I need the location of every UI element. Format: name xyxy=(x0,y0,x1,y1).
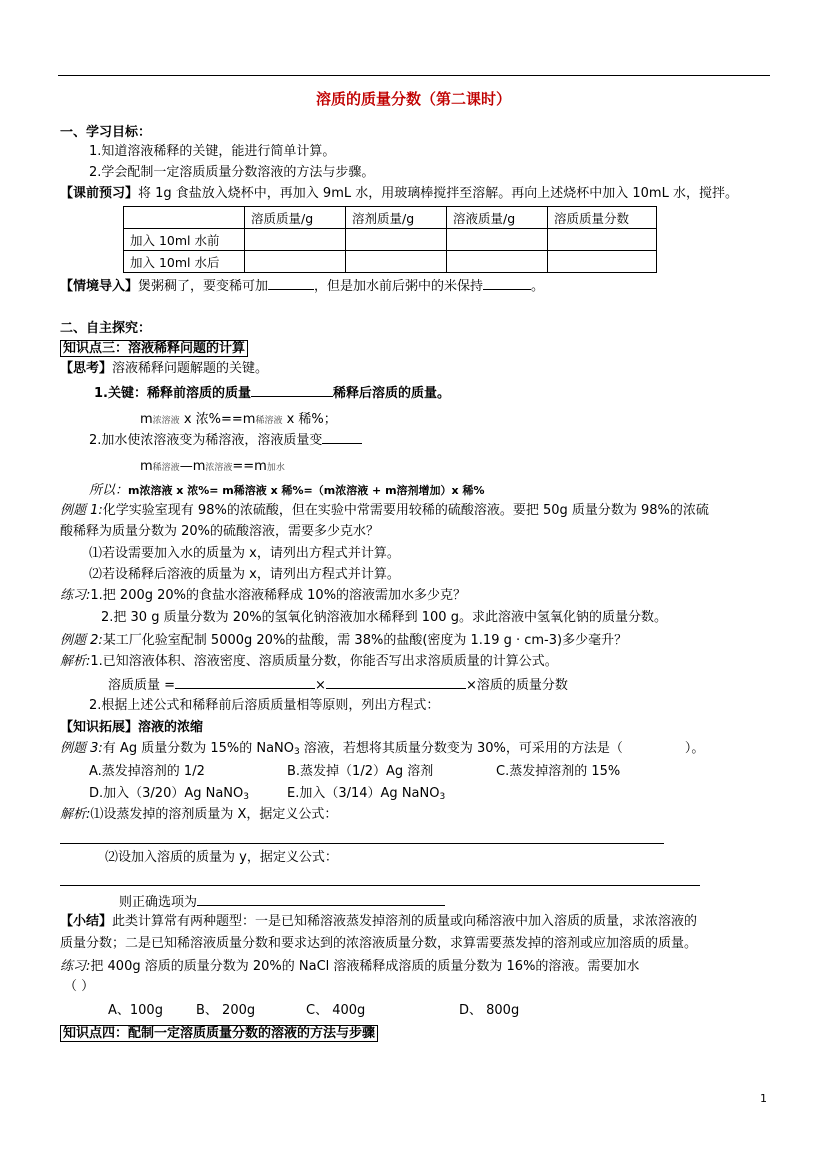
page-number: 1 xyxy=(760,1092,767,1105)
analysis-2-text-2: 2.根据上述公式和稀释前后溶质质量相等原则，列出方程式： xyxy=(89,698,440,713)
analysis-3-label: 解析: xyxy=(60,807,91,822)
intro-tag: 【情境导入】 xyxy=(60,279,139,294)
analysis-2-label: 解析: xyxy=(60,654,91,669)
preview-tag: 【课前预习】 xyxy=(60,186,139,201)
practice-1-label: 练习: xyxy=(60,588,91,603)
solute-formula-blank-2[interactable] xyxy=(326,675,466,689)
table-cell[interactable] xyxy=(245,251,346,273)
example-3-text-c: ）。 xyxy=(684,741,705,756)
example-1-label: 例题 1: xyxy=(60,503,103,518)
formula-text: —m xyxy=(179,459,206,474)
option-d-text: D.加入（3/20）Ag NaNO xyxy=(89,786,244,801)
example-1-line-1 xyxy=(60,502,709,520)
goal-2: 2.学会配制一定溶质质量分数溶液的方法与步骤。 xyxy=(89,165,375,180)
example-1-line-2: 酸稀释为质量分数为 20%的硫酸溶液，需要多少克水？ xyxy=(60,524,380,539)
think-tag: 【思考】 xyxy=(60,361,113,376)
add-water-blank[interactable] xyxy=(322,430,362,444)
option-e[interactable] xyxy=(287,785,445,806)
table-header: 溶质质量/g xyxy=(245,207,346,229)
correct-line xyxy=(119,892,445,912)
table-row-label: 加入 10ml 水后 xyxy=(124,251,245,273)
expand-line xyxy=(60,719,203,737)
solute-formula-blank-1[interactable] xyxy=(175,675,315,689)
key-1-text-a: 1.关键：稀释前溶质的质量 xyxy=(94,386,251,401)
formula-text: x 稀%； xyxy=(282,412,337,427)
summary-tag: 【小结】 xyxy=(60,914,113,929)
intro-line xyxy=(60,276,544,296)
key-1-text-b: 稀释后溶质的质量。 xyxy=(332,386,450,401)
solute-formula-b: ×溶质的质量分数 xyxy=(465,678,568,693)
formula-sub: 浓溶液 xyxy=(205,463,233,473)
example-3-line xyxy=(60,740,704,761)
kp4-box: 知识点四：配制一定溶质质量分数的溶液的方法与步骤 xyxy=(60,1025,378,1042)
key-1-blank[interactable] xyxy=(251,383,333,397)
practice-2-paren[interactable]: （ ） xyxy=(64,979,95,994)
formula-var: m xyxy=(140,459,153,474)
solute-formula xyxy=(108,675,568,695)
table-cell[interactable] xyxy=(447,251,548,273)
option-a[interactable]: A.蒸发掉溶剂的 1/2 xyxy=(89,764,205,779)
header-rule xyxy=(58,75,770,76)
section2-heading: 二、自主探究： xyxy=(60,321,152,336)
practice-2-label: 练习: xyxy=(60,959,91,974)
so-lead: 所以： xyxy=(89,483,129,498)
solute-formula-x: × xyxy=(315,678,326,693)
option-d-sub: 3 xyxy=(243,792,249,802)
add-water-line xyxy=(89,430,362,450)
example-3-sub: 3 xyxy=(294,747,300,757)
practice-2-option-d[interactable]: D、 800g xyxy=(459,1003,520,1018)
table-header: 溶液质量/g xyxy=(447,207,548,229)
example-2-label: 例题 2: xyxy=(60,633,103,648)
table-cell[interactable] xyxy=(548,229,657,251)
option-b[interactable]: B.蒸发掉（1/2）Ag 溶剂 xyxy=(287,764,434,779)
practice-2-option-c[interactable]: C、 400g xyxy=(306,1003,366,1018)
table-header xyxy=(124,207,245,229)
option-d[interactable] xyxy=(89,785,249,806)
summary-text-1: 此类计算常有两种题型：一是已知稀溶液蒸发掉溶剂的质量或向稀溶液中加入溶质的质量，求浓溶液的 xyxy=(112,914,698,929)
think-text: 溶液稀释问题解题的关键。 xyxy=(112,361,269,376)
table-header: 溶质质量分数 xyxy=(548,207,657,229)
table-cell[interactable] xyxy=(346,251,447,273)
formula-var: m xyxy=(140,412,153,427)
formula-text: ==m xyxy=(232,459,267,474)
solute-formula-a: 溶质质量 = xyxy=(108,678,176,693)
preview-line xyxy=(60,185,738,203)
kp4-heading xyxy=(60,1025,378,1043)
example-1-q2: ⑵若设稀释后溶液的质量为 x，请列出方程式并计算。 xyxy=(89,567,400,582)
formula-text: x 浓%==m xyxy=(179,412,256,427)
table-cell[interactable] xyxy=(346,229,447,251)
example-2-text: 某工厂化验室配制 5000g 20%的盐酸，需 38%的盐酸(密度为 1.19 g · cm-3)多少毫升？ xyxy=(102,633,628,648)
option-e-text: E.加入（3/14）Ag NaNO xyxy=(287,786,440,801)
practice-2-line xyxy=(60,958,639,976)
example-1-q1: ⑴若设需要加入水的质量为 x，请列出方程式并计算。 xyxy=(89,546,400,561)
correct-blank[interactable] xyxy=(197,892,445,906)
table-row xyxy=(124,251,657,273)
formula-sub: 稀溶液 xyxy=(255,416,283,426)
table-row-label: 加入 10ml 水前 xyxy=(124,229,245,251)
analysis-3-text-1: ⑴设蒸发掉的溶剂质量为 X，据定义公式： xyxy=(90,807,338,822)
example-1-text-1: 化学实验室现有 98%的浓硫酸，但在实验中常需要用较稀的硫酸溶液。要把 50g 质量分数为 98%的浓硫 xyxy=(102,503,709,518)
formula-2 xyxy=(140,458,285,477)
preview-text: 将 1g 食盐放入烧杯中，再加入 9mL 水，用玻璃棒搅拌至溶解。再向上述烧杯中加入 10mL 水，搅拌。 xyxy=(138,186,738,201)
formula-1 xyxy=(140,411,337,430)
option-e-sub: 3 xyxy=(439,792,446,802)
formula-sub: 稀溶液 xyxy=(152,463,180,473)
formula-sub: 加水 xyxy=(266,463,285,473)
table-header: 溶剂质量/g xyxy=(346,207,447,229)
add-water-text: 2.加水使浓溶液变为稀溶液，溶液质量变 xyxy=(89,433,323,448)
table-cell[interactable] xyxy=(548,251,657,273)
page-title: 溶质的质量分数（第二课时） xyxy=(315,90,511,108)
so-line xyxy=(89,482,485,500)
correct-label: 则正确选项为 xyxy=(119,895,198,910)
analysis-2-text-1: 1.已知溶液体积、溶液密度、溶质质量分数，你能否写出求溶质质量的计算公式。 xyxy=(90,654,558,669)
analysis-3-text-2: ⑵设加入溶质的质量为 y，据定义公式： xyxy=(105,850,338,865)
example-3-text-a: 有 Ag 质量分数为 15%的 NaNO xyxy=(102,741,295,756)
example-3-label: 例题 3: xyxy=(60,741,103,756)
summary-line-1 xyxy=(60,913,697,931)
practice-1-p2: 2.把 30 g 质量分数为 20%的氢氧化钠溶液加水稀释到 100 g。求此溶液中氢氧化钠的质量分数。 xyxy=(101,610,667,625)
intro-blank-2[interactable] xyxy=(483,276,531,290)
table-cell[interactable] xyxy=(245,229,346,251)
intro-blank-1[interactable] xyxy=(268,276,314,290)
practice-1-line-1 xyxy=(60,587,466,605)
intro-text-2: ，但是加水前后粥中的米保持 xyxy=(314,279,484,294)
expand-tag: 【知识拓展】 xyxy=(60,720,139,735)
option-c[interactable]: C.蒸发掉溶剂的 15% xyxy=(496,764,621,779)
intro-text-1: 煲粥稠了，要变稀可加 xyxy=(138,279,269,294)
practice-2-option-b[interactable]: B、 200g xyxy=(196,1003,256,1018)
analysis-2-line-1 xyxy=(60,653,558,671)
so-formula: m浓溶液 x 浓%= m稀溶液 x 稀%=（m浓溶液 + m溶剂增加）x 稀% xyxy=(128,484,485,497)
practice-2-text: 把 400g 溶质的质量分数为 20%的 NaCl 溶液稀释成溶质的质量分数为 16%的溶液。需要加水 xyxy=(90,959,640,974)
table-header-row xyxy=(124,207,657,229)
practice-1-p1: 1.把 200g 20%的食盐水溶液稀释成 10%的溶液需加水多少克？ xyxy=(90,588,467,603)
preview-table xyxy=(123,206,657,273)
answer-line-2[interactable] xyxy=(60,885,700,886)
formula-sub: 浓溶液 xyxy=(152,416,180,426)
key-1-line xyxy=(94,383,450,403)
goal-1: 1.知道溶液稀释的关键，能进行简单计算。 xyxy=(89,144,336,159)
kp3-heading xyxy=(60,340,248,358)
table-cell[interactable] xyxy=(447,229,548,251)
summary-line-2: 质量分数；二是已知稀溶液质量分数和要求达到的浓溶液质量分数，求算需要蒸发掉的溶剂或应加溶质的质量。 xyxy=(60,936,698,951)
expand-title: 溶液的浓缩 xyxy=(138,720,204,735)
kp3-box: 知识点三：溶液稀释问题的计算 xyxy=(60,340,248,357)
example-3-text-b: 溶液，若想将其质量分数变为 30%，可采用的方法是（ xyxy=(299,741,623,756)
intro-text-3: 。 xyxy=(531,279,545,294)
think-line xyxy=(60,360,268,378)
example-2-line xyxy=(60,632,627,650)
table-row xyxy=(124,229,657,251)
answer-line-1[interactable] xyxy=(60,843,664,844)
section1-heading: 一、学习目标： xyxy=(60,125,152,140)
analysis-3-line-1 xyxy=(60,806,337,824)
practice-2-option-a[interactable]: A、100g xyxy=(108,1003,163,1018)
